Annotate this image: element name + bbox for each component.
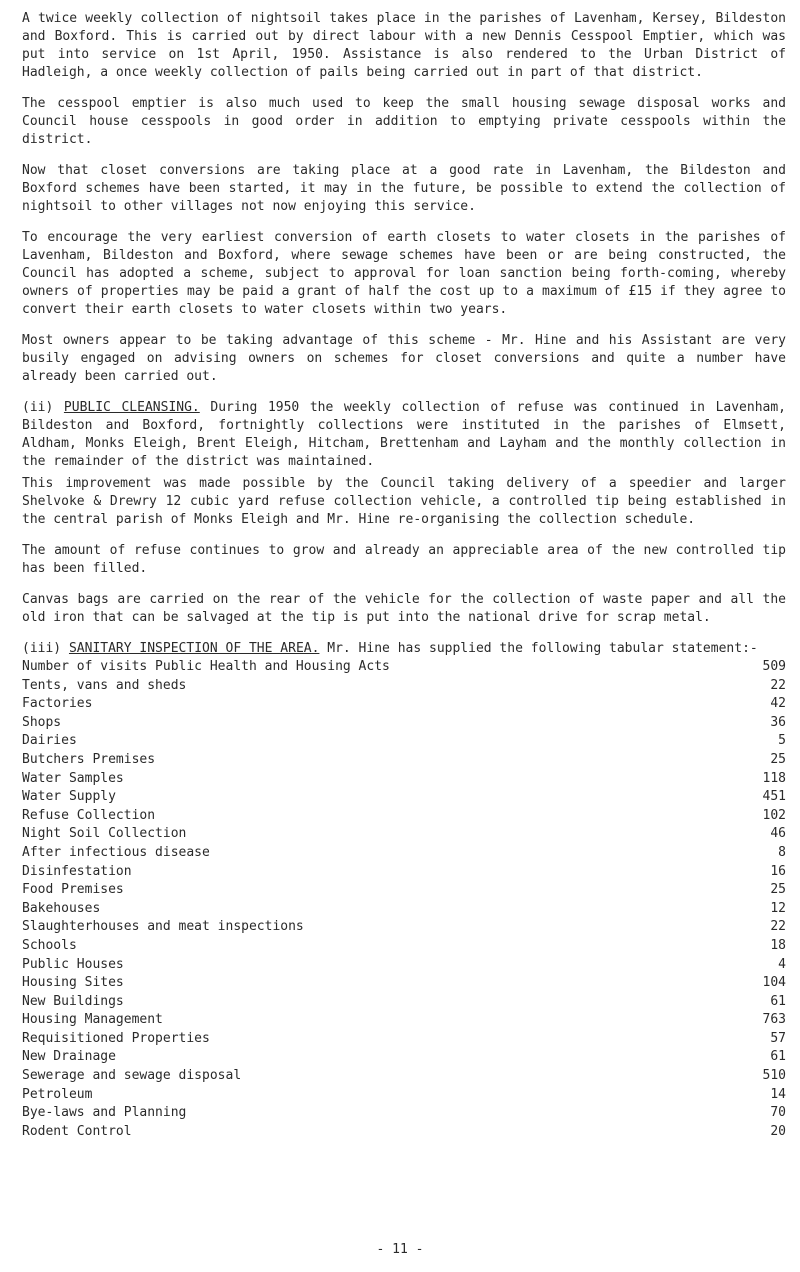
- paragraph-owners: Most owners appear to be taking advantage of this scheme - Mr. Hine and his Assistant are very busily engaged on advising owners on schemes for closet conversions and quite a number have already been carried out.: [22, 333, 786, 384]
- row-label: Butchers Premises: [22, 751, 156, 767]
- paragraph-cesspool-emptier: The cesspool emptier is also much used to keep the small housing sewage disposal works and Council house cesspools in good order in addition to emptying private cesspools within the district.: [22, 96, 786, 147]
- page-content: [22, 10, 786, 1141]
- row-label: New Buildings: [22, 993, 124, 1009]
- row-value: 22: [770, 677, 786, 693]
- section-number: (iii): [22, 641, 62, 656]
- page-number: - 11 -: [376, 1242, 424, 1257]
- row-value: 46: [770, 826, 786, 842]
- section-text: Mr. Hine has supplied the following tabular statement:-: [327, 641, 758, 656]
- row-value: 25: [770, 882, 786, 898]
- table-row: [22, 844, 786, 863]
- table-row: [22, 918, 786, 937]
- row-value: 61: [770, 1049, 786, 1065]
- paragraph-closet-conversions: Now that closet conversions are taking place at a good rate in Lavenham, the Bildeston and Boxford schemes have been started, it may in the future, be possible to extend the collection of nightsoil to other villages not now enjoying this service.: [22, 163, 786, 214]
- table-row: [22, 732, 786, 751]
- table-row: [22, 788, 786, 807]
- paragraph-improvement: This improvement was made possible by the Council taking delivery of a speedier and larger Shelvoke & Drewry 12 cubic yard refuse collection vehicle, a controlled tip being established in the central parish of Monks Eleigh and Mr. Hine re-organising the collection schedule.: [22, 476, 786, 527]
- section-text: During 1950 the weekly collection of refuse was continued in Lavenham, Bildeston and Boxford, fortnightly collections were instituted in the parishes of Elmsett, Aldham, Monks Eleigh, Brent Eleigh, Hitcham, Brettenham and Layham and the monthly collection in the remainder of the district was maintained.: [22, 400, 787, 469]
- table-row: [22, 677, 786, 696]
- row-label: Petroleum: [22, 1086, 93, 1102]
- row-value: 16: [770, 863, 786, 879]
- row-value: 451: [762, 789, 786, 805]
- row-label: Sewerage and sewage disposal: [22, 1068, 242, 1084]
- row-value: 42: [770, 696, 786, 712]
- row-label: Number of visits Public Health and Housing Acts: [22, 659, 390, 674]
- table-row: [22, 695, 786, 714]
- row-label: Tents, vans and sheds: [22, 677, 187, 693]
- section-number: (ii): [22, 400, 54, 415]
- table-row: [22, 1086, 786, 1105]
- row-label: Schools: [22, 937, 77, 953]
- table-row: [22, 863, 786, 882]
- table-row: [22, 770, 786, 789]
- row-value: 22: [770, 919, 786, 935]
- table-row: [22, 1123, 786, 1142]
- table-row: [22, 974, 786, 993]
- row-label: Factories: [22, 696, 93, 712]
- inspection-table: [22, 658, 786, 1141]
- table-row: [22, 1067, 786, 1086]
- row-value: 763: [762, 1012, 786, 1028]
- table-row: [22, 751, 786, 770]
- row-value: 57: [770, 1030, 786, 1046]
- row-label: Food Premises: [22, 882, 124, 898]
- row-value: 8: [778, 844, 786, 860]
- row-label: Bakehouses: [22, 900, 101, 916]
- row-value: 104: [762, 975, 786, 991]
- row-label: Night Soil Collection: [22, 826, 187, 842]
- row-label: Bye-laws and Planning: [22, 1105, 187, 1121]
- row-label: Refuse Collection: [22, 807, 156, 823]
- row-value: 102: [762, 807, 786, 823]
- row-label: After infectious disease: [22, 844, 210, 860]
- table-row: [22, 714, 786, 733]
- table-row: [22, 1011, 786, 1030]
- row-label: Water Samples: [22, 770, 124, 786]
- row-value: 510: [762, 1068, 786, 1084]
- paragraph-canvas-bags: Canvas bags are carried on the rear of the vehicle for the collection of waste paper and all the old iron that can be salvaged at the tip is put into the national drive for scrap metal.: [22, 592, 786, 625]
- row-value: 25: [770, 751, 786, 767]
- paragraph-nightsoil: A twice weekly collection of nightsoil takes place in the parishes of Lavenham, Kersey, Bildeston and Boxford. This is carried out by direct labour with a new Dennis Cesspool Emptier, which was put into service on 1st April, 1950. Assistance is also rendered to the Urban District of Hadleigh, a once weekly collection of pails being carried out in part of that district.: [22, 11, 786, 80]
- table-row: [22, 881, 786, 900]
- table-row: [22, 825, 786, 844]
- table-row: [22, 807, 786, 826]
- row-label: Housing Management: [22, 1012, 163, 1028]
- row-label: Dairies: [22, 733, 77, 749]
- section-heading-cleansing: PUBLIC CLEANSING.: [63, 400, 200, 415]
- row-label: Shops: [22, 714, 62, 730]
- row-value: 5: [778, 733, 786, 749]
- row-value: 70: [770, 1105, 786, 1121]
- section-heading-inspection: SANITARY INSPECTION OF THE AREA.: [68, 641, 320, 656]
- table-row: [22, 993, 786, 1012]
- row-label: Disinfestation: [22, 863, 132, 879]
- row-label: Housing Sites: [22, 975, 124, 991]
- paragraph-grant-scheme: To encourage the very earliest conversion of earth closets to water closets in the parishes of Lavenham, Bildeston and Boxford, where sewage schemes have been or are being constructed, the Council has adopted a scheme, subject to approval for loan sanction being forth-coming, whereby owners of properties may be paid a grant of half the cost up to a maximum of £15 if they agree to convert their earth closets to water closets within two years.: [22, 230, 786, 317]
- table-row: [22, 1104, 786, 1123]
- row-label: Slaughterhouses and meat inspections: [22, 919, 304, 935]
- row-label: Rodent Control: [22, 1123, 132, 1139]
- paragraph-sanitary-inspection: [22, 640, 786, 658]
- row-value: 118: [762, 770, 786, 786]
- row-value: 509: [762, 659, 786, 674]
- table-row: [22, 1030, 786, 1049]
- paragraph-refuse-amount: The amount of refuse continues to grow and already an appreciable area of the new controlled tip has been filled.: [22, 543, 786, 576]
- table-row: [22, 658, 786, 677]
- row-value: 61: [770, 993, 786, 1009]
- table-row: [22, 937, 786, 956]
- row-value: 20: [770, 1123, 786, 1139]
- row-value: 18: [770, 937, 786, 953]
- row-label: Public Houses: [22, 956, 124, 972]
- row-label: Requisitioned Properties: [22, 1030, 210, 1046]
- table-row: [22, 1048, 786, 1067]
- row-value: 4: [778, 956, 786, 972]
- row-label: New Drainage: [22, 1049, 116, 1065]
- row-label: Water Supply: [22, 789, 116, 805]
- table-row: [22, 956, 786, 975]
- row-value: 12: [770, 900, 786, 916]
- row-value: 36: [770, 714, 786, 730]
- row-value: 14: [770, 1086, 786, 1102]
- paragraph-public-cleansing: [22, 399, 786, 471]
- table-row: [22, 900, 786, 919]
